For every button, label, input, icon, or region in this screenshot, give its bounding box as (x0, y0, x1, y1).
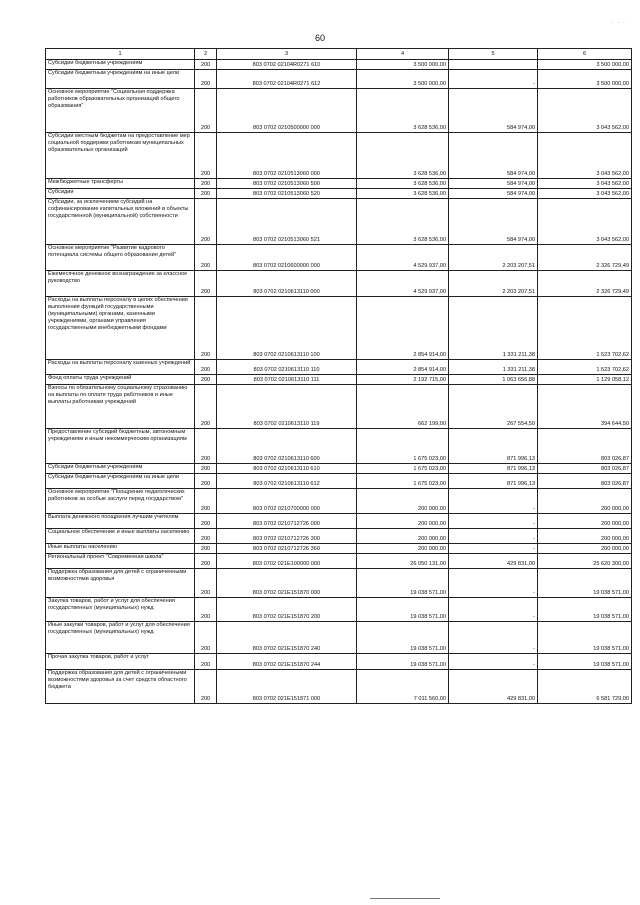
row-column-2-cell: 200 (195, 670, 217, 704)
row-column-4-cell: 3 628 536,00 (357, 179, 449, 189)
row-name-cell: Ежемесячное денежное вознаграждение за классное руководство (46, 271, 195, 297)
table-row (46, 464, 632, 474)
row-column-2-cell: 200 (195, 529, 217, 544)
row-code-cell: 803 0702 0210613110 110 (217, 360, 357, 375)
row-column-6-cell: 3 043 562,00 (538, 133, 632, 179)
table-row (46, 569, 632, 598)
table-row (46, 598, 632, 622)
row-column-2-cell: 200 (195, 569, 217, 598)
row-name-cell: Субсидии бюджетным учреждениям (46, 464, 195, 474)
table-header-row (46, 49, 632, 60)
row-column-2-cell: 200 (195, 360, 217, 375)
row-column-6-cell: 3 043 562,00 (538, 89, 632, 133)
row-name-cell: Субсидии местным бюджетам на предоставление мер социальной поддержки работникам муниципальных образовательных организаций (46, 133, 195, 179)
row-code-cell: 803 0702 0210513060 521 (217, 199, 357, 245)
row-code-cell: 803 0702 0210513060 000 (217, 133, 357, 179)
row-column-6-cell: 200 000,00 (538, 529, 632, 544)
row-column-4-cell: 7 011 560,00 (357, 670, 449, 704)
row-column-4-cell: 19 038 571,00 (357, 569, 449, 598)
row-code-cell: 803 0702 0210513060 500 (217, 179, 357, 189)
row-column-4-cell: 3 628 536,00 (357, 89, 449, 133)
table-row (46, 622, 632, 654)
row-column-5-cell: 584 974,00 (449, 89, 538, 133)
row-column-6-cell: 803 026,87 (538, 474, 632, 489)
row-column-5-cell: - (449, 654, 538, 670)
row-column-6-cell: 2 326 729,49 (538, 271, 632, 297)
row-column-6-cell: 19 038 571,00 (538, 598, 632, 622)
row-column-5-cell: 429 831,00 (449, 670, 538, 704)
row-column-6-cell: 25 620 300,00 (538, 554, 632, 569)
row-column-6-cell: 200 000,00 (538, 489, 632, 514)
row-column-4-cell: 200 000,00 (357, 489, 449, 514)
row-name-cell: Предоставление субсидий бюджетным, автономным учреждениям и иным некоммерческим организациям (46, 429, 195, 464)
table-row (46, 70, 632, 89)
row-name-cell: Расходы на выплаты персоналу в целях обеспечения выполнения функций государственными (муниципальными) органами, казенными учреждениями, органами управления государственными внебюджетными фондами (46, 297, 195, 360)
row-column-5-cell: - (449, 514, 538, 529)
row-column-2-cell: 200 (195, 622, 217, 654)
table-row (46, 60, 632, 70)
row-column-6-cell: 1 523 702,62 (538, 360, 632, 375)
table-row (46, 179, 632, 189)
row-column-5-cell: 2 203 207,51 (449, 245, 538, 271)
row-code-cell: 803 0702 0210613110 610 (217, 464, 357, 474)
row-column-2-cell: 200 (195, 514, 217, 529)
row-column-2-cell: 200 (195, 598, 217, 622)
row-column-4-cell: 19 038 571,00 (357, 654, 449, 670)
row-column-6-cell: 3 043 562,00 (538, 189, 632, 199)
table-row (46, 271, 632, 297)
row-name-cell: Субсидии (46, 189, 195, 199)
row-column-6-cell: 3 500 000,00 (538, 70, 632, 89)
row-column-4-cell: 1 675 023,00 (357, 429, 449, 464)
row-code-cell: 803 0702 021E100000 000 (217, 554, 357, 569)
row-name-cell: Прочая закупка товаров, работ и услуг (46, 654, 195, 670)
row-column-2-cell: 200 (195, 385, 217, 429)
footer-rule (370, 898, 440, 899)
row-code-cell: 803 0702 0210613110 119 (217, 385, 357, 429)
row-column-4-cell: 662 199,00 (357, 385, 449, 429)
row-code-cell: 803 0702 0210613110 100 (217, 297, 357, 360)
row-code-cell: 803 0702 0210600000 000 (217, 245, 357, 271)
row-name-cell: Субсидии бюджетным учреждениям на иные цели (46, 474, 195, 489)
row-column-6-cell: 803 026,87 (538, 464, 632, 474)
row-column-4-cell: 2 854 914,00 (357, 297, 449, 360)
row-column-6-cell: 6 581 729,00 (538, 670, 632, 704)
row-code-cell: 803 0702 0210500000 000 (217, 89, 357, 133)
row-column-6-cell: 394 644,50 (538, 385, 632, 429)
row-code-cell: 803 0702 021E151870 200 (217, 598, 357, 622)
row-column-5-cell: 2 203 207,51 (449, 271, 538, 297)
table-row (46, 474, 632, 489)
row-column-2-cell: 200 (195, 474, 217, 489)
row-column-2-cell: 200 (195, 89, 217, 133)
row-name-cell: Межбюджетные трансферты (46, 179, 195, 189)
row-column-4-cell: 3 500 000,00 (357, 60, 449, 70)
row-column-6-cell: 19 038 571,00 (538, 622, 632, 654)
row-code-cell: 803 0702 0210513060 520 (217, 189, 357, 199)
row-column-4-cell: 2 854 914,00 (357, 360, 449, 375)
table-row (46, 89, 632, 133)
row-column-2-cell: 200 (195, 554, 217, 569)
row-column-4-cell: 3 628 536,00 (357, 199, 449, 245)
row-column-5-cell: 584 974,00 (449, 133, 538, 179)
row-column-5-cell: - (449, 489, 538, 514)
row-column-5-cell: 584 974,00 (449, 179, 538, 189)
row-column-2-cell: 200 (195, 199, 217, 245)
table-row (46, 489, 632, 514)
row-column-4-cell: 19 038 571,00 (357, 622, 449, 654)
row-name-cell: Закупка товаров, работ и услуг для обеспечения государственных (муниципальных) нужд (46, 598, 195, 622)
row-column-2-cell: 200 (195, 464, 217, 474)
row-column-5-cell: - (449, 70, 538, 89)
table-row (46, 529, 632, 544)
row-column-4-cell: 200 000,00 (357, 544, 449, 554)
row-column-4-cell: 3 628 536,00 (357, 189, 449, 199)
row-column-6-cell: 200 000,00 (538, 544, 632, 554)
row-code-cell: 803 0702 0210712726 360 (217, 544, 357, 554)
row-name-cell: Основное мероприятие "Развитие кадрового потенциала системы общего образования детей" (46, 245, 195, 271)
row-column-6-cell: 3 043 562,00 (538, 199, 632, 245)
table-row (46, 670, 632, 704)
row-code-cell: 803 0702 02104R0271 610 (217, 60, 357, 70)
row-name-cell: Субсидии бюджетным учреждениям (46, 60, 195, 70)
row-column-6-cell: 3 500 000,00 (538, 60, 632, 70)
row-column-4-cell: 3 628 536,00 (357, 133, 449, 179)
row-column-6-cell: 1 523 702,62 (538, 297, 632, 360)
row-code-cell: 803 0702 0210712726 000 (217, 514, 357, 529)
table-row (46, 189, 632, 199)
scan-mark: . . . (611, 18, 626, 25)
row-column-4-cell: 2 192 715,00 (357, 375, 449, 385)
row-column-4-cell: 3 500 000,00 (357, 70, 449, 89)
row-column-2-cell: 200 (195, 271, 217, 297)
table-row (46, 360, 632, 375)
table-row (46, 245, 632, 271)
row-column-4-cell: 19 038 571,00 (357, 598, 449, 622)
row-name-cell: Иные закупки товаров, работ и услуг для обеспечения государственных (муниципальных) нужд (46, 622, 195, 654)
table-row (46, 429, 632, 464)
header-cell: 3 (217, 49, 357, 60)
row-column-5-cell: - (449, 622, 538, 654)
row-column-4-cell: 26 050 131,00 (357, 554, 449, 569)
row-column-2-cell: 200 (195, 60, 217, 70)
row-code-cell: 803 0702 021E151870 000 (217, 569, 357, 598)
row-column-4-cell: 1 675 023,00 (357, 464, 449, 474)
row-column-5-cell: 871 996,13 (449, 474, 538, 489)
row-code-cell: 803 0702 021E151870 244 (217, 654, 357, 670)
row-code-cell: 803 0702 02104R0271 612 (217, 70, 357, 89)
row-column-2-cell: 200 (195, 654, 217, 670)
row-column-4-cell: 1 675 023,00 (357, 474, 449, 489)
row-name-cell: Поддержка образования для детей с ограниченными возможностями здоровья за счет средств областного бюджета (46, 670, 195, 704)
row-column-5-cell: 1 331 211,38 (449, 360, 538, 375)
row-column-5-cell (449, 60, 538, 70)
row-name-cell: Региональный проект "Современная школа" (46, 554, 195, 569)
row-name-cell: Основное мероприятие "Социальная поддержка работников образовательных организаций общего образования" (46, 89, 195, 133)
header-cell: 4 (357, 49, 449, 60)
row-code-cell: 803 0702 0210613110 612 (217, 474, 357, 489)
row-column-4-cell: 200 000,00 (357, 514, 449, 529)
row-column-2-cell: 200 (195, 245, 217, 271)
row-name-cell: Поддержка образования для детей с ограниченными возможностями здоровья (46, 569, 195, 598)
row-name-cell: Субсидии, за исключением субсидий на софинансирование капитальных вложений в объекты государственной (муниципальной) собственности (46, 199, 195, 245)
row-column-2-cell: 200 (195, 544, 217, 554)
budget-table (45, 48, 632, 704)
table-row (46, 544, 632, 554)
row-column-6-cell: 200 000,00 (538, 514, 632, 529)
row-column-5-cell: 584 974,00 (449, 199, 538, 245)
row-column-5-cell: 871 996,13 (449, 429, 538, 464)
row-name-cell: Субсидии бюджетным учреждениям на иные цели (46, 70, 195, 89)
row-column-5-cell: 429 831,00 (449, 554, 538, 569)
row-column-5-cell: - (449, 598, 538, 622)
row-column-5-cell: 1 331 211,38 (449, 297, 538, 360)
table-row (46, 297, 632, 360)
row-column-2-cell: 200 (195, 70, 217, 89)
table-row (46, 199, 632, 245)
header-cell: 2 (195, 49, 217, 60)
table-row (46, 375, 632, 385)
row-column-4-cell: 4 529 937,00 (357, 245, 449, 271)
table-row (46, 554, 632, 569)
row-name-cell: Основное мероприятие "Поощрение педагогических работников за особые заслуги перед государством" (46, 489, 195, 514)
row-name-cell: Социальное обеспечение и иные выплаты населению (46, 529, 195, 544)
row-column-2-cell: 200 (195, 133, 217, 179)
row-code-cell: 803 0702 0210613110 600 (217, 429, 357, 464)
row-column-6-cell: 2 326 729,49 (538, 245, 632, 271)
row-column-5-cell: - (449, 569, 538, 598)
row-name-cell: Расходы на выплаты персоналу казенных учреждений (46, 360, 195, 375)
row-code-cell: 803 0702 021E151870 240 (217, 622, 357, 654)
table-row (46, 654, 632, 670)
row-column-6-cell: 19 038 571,00 (538, 654, 632, 670)
table-row (46, 514, 632, 529)
row-column-5-cell: 267 554,50 (449, 385, 538, 429)
row-code-cell: 803 0702 0210613110 111 (217, 375, 357, 385)
row-column-2-cell: 200 (195, 429, 217, 464)
row-column-6-cell: 3 043 562,00 (538, 179, 632, 189)
row-code-cell: 803 0702 0210712726 300 (217, 529, 357, 544)
table-row (46, 133, 632, 179)
row-column-6-cell: 803 026,87 (538, 429, 632, 464)
header-cell: 1 (46, 49, 195, 60)
header-cell: 5 (449, 49, 538, 60)
row-column-2-cell: 200 (195, 297, 217, 360)
row-name-cell: Выплата денежного поощрения лучшим учителям (46, 514, 195, 529)
row-column-5-cell: 584 974,00 (449, 189, 538, 199)
row-column-5-cell: 871 996,13 (449, 464, 538, 474)
row-code-cell: 803 0702 0210700000 000 (217, 489, 357, 514)
page-number: 60 (314, 33, 325, 43)
row-name-cell: Фонд оплаты труда учреждений (46, 375, 195, 385)
row-code-cell: 803 0702 0210613110 000 (217, 271, 357, 297)
row-column-2-cell: 200 (195, 189, 217, 199)
row-column-2-cell: 200 (195, 179, 217, 189)
row-column-6-cell: 19 038 571,00 (538, 569, 632, 598)
row-column-4-cell: 200 000,00 (357, 529, 449, 544)
row-column-6-cell: 1 129 058,12 (538, 375, 632, 385)
row-column-5-cell: - (449, 529, 538, 544)
row-column-2-cell: 200 (195, 375, 217, 385)
row-column-2-cell: 200 (195, 489, 217, 514)
table-row (46, 385, 632, 429)
row-column-5-cell: - (449, 544, 538, 554)
row-code-cell: 803 0702 021E151871 000 (217, 670, 357, 704)
row-column-5-cell: 1 063 656,88 (449, 375, 538, 385)
row-name-cell: Иные выплаты населению (46, 544, 195, 554)
row-column-4-cell: 4 529 937,00 (357, 271, 449, 297)
row-name-cell: Взносы по обязательному социальному страхованию на выплаты по оплате труда работников и иные выплаты работникам учреждений (46, 385, 195, 429)
header-cell: 6 (538, 49, 632, 60)
